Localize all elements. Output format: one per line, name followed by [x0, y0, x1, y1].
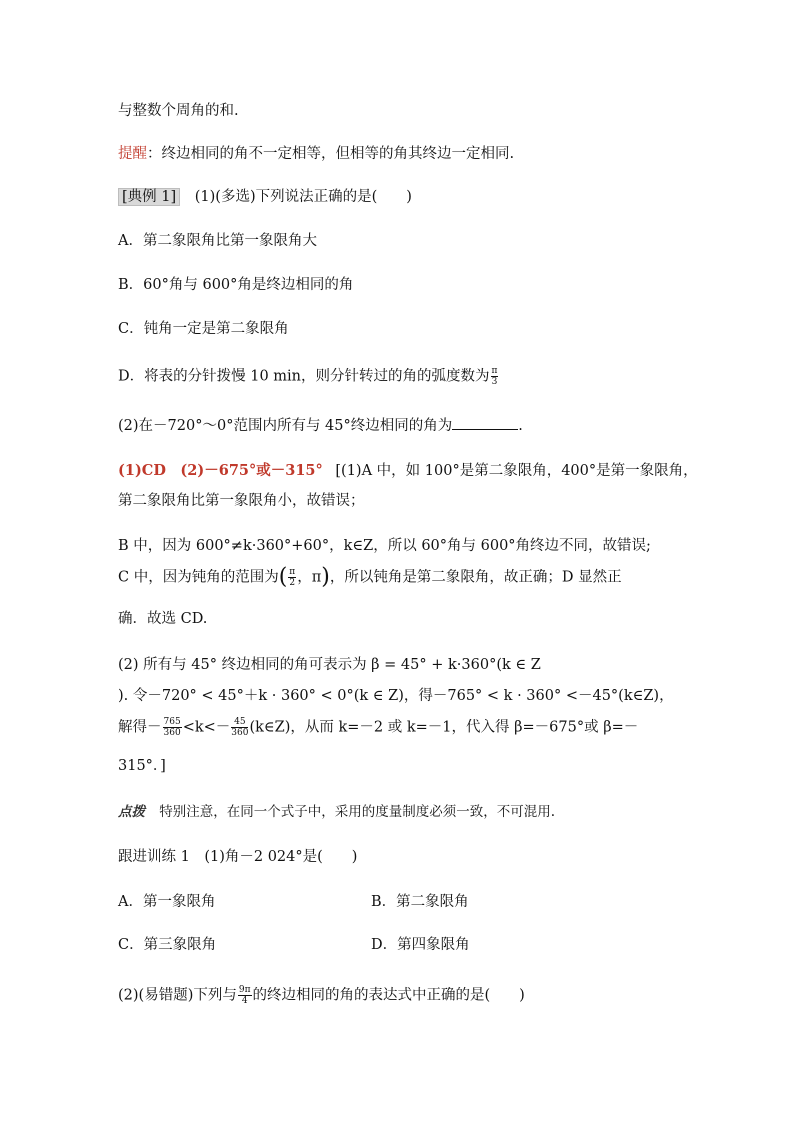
option-b: B．60°角与 600°角是终边相同的角	[118, 277, 354, 293]
answer-b-line: B 中，因为 600°≠k·360°+60°，k∈Z，所以 60°角与 600°角终边不同，故错误;	[118, 538, 651, 554]
example-heading	[118, 187, 412, 207]
answer-part2-line3: 解得－ $\frac{765}{360}$ <k<－ $\frac{45}{360}$ (k∈Z)，从而 k=－2 或 k=－1，代入得 β=－675°或 β=－	[118, 717, 639, 738]
answer-explanation-start: [(1)A 中，如 100°是第二象限角，400°是第一象限角，	[335, 463, 698, 479]
practice-option-c: C．第三象限角	[118, 937, 217, 953]
answer-c-line: C 中，因为钝角的范围为( $\frac{\pi}{2}$ ，π)，所以钝角是第二象限角，故正确；D 显然正	[118, 564, 622, 590]
practice-option-a: A．第一象限角	[118, 894, 216, 910]
answer-part2-line2: ). 令－720° < 45°＋k · 360° < 0°(k ∈ Z)，得－765° < k · 360° <－45°(k∈Z)，	[118, 688, 674, 704]
option-d-text: D．将表的分针拨慢 10 min，则分针转过的角的弧度数为	[118, 368, 490, 385]
practice-option-d: D．第四象限角	[371, 937, 470, 953]
practice-title: 跟进训练 1 (1)角－2 024°是( )	[118, 849, 358, 865]
fraction-pi-over-3: $\frac{\pi}{3}$	[491, 366, 498, 387]
practice-option-b: B．第二象限角	[371, 894, 469, 910]
fraction-9pi-over-4: $\frac{9\pi}{4}$	[238, 985, 251, 1006]
tip-paragraph	[118, 802, 555, 822]
answer-part2-line1: (2) 所有与 45° 终边相同的角可表示为 β = 45° + k·360°(k ∈ Z	[118, 657, 541, 673]
answer-key: (1)CD (2)－675°或－315°	[118, 462, 323, 479]
reminder-paragraph	[118, 144, 514, 164]
answer-part2-line4: 315°．]	[118, 758, 166, 774]
option-c: C．钝角一定是第二象限角	[118, 321, 289, 337]
answer-line-2: 第二象限角比第一象限角小，故错误；	[118, 493, 365, 509]
fraction-765-over-360: $\frac{765}{360}$	[163, 717, 181, 738]
fraction-45-over-360: $\frac{45}{360}$	[231, 717, 249, 738]
answer-conclusion: 确．故选 CD.	[118, 611, 208, 627]
example-question: (1)(多选)下列说法正确的是( )	[194, 189, 412, 205]
practice-question-2: (2)(易错题)下列与 $\frac{9\pi}{4}$ 的终边相同的角的表达式中正确的是( )	[118, 985, 525, 1006]
answer-blank	[452, 415, 518, 430]
intro-text: 与整数个周角的和.	[118, 103, 239, 119]
reminder-text: ：终边相同的角不一定相等，但相等的角其终边一定相同.	[147, 146, 515, 162]
question-2: (2)在－720°～0°范围内所有与 45°终边相同的角为 .	[118, 415, 523, 436]
reminder-label: 提醒	[118, 146, 147, 162]
option-a: A．第二象限角比第一象限角大	[118, 233, 317, 249]
answer-line-1	[118, 461, 698, 481]
example-tag: [典例 1]	[118, 188, 180, 206]
question-2-text: (2)在－720°～0°范围内所有与 45°终边相同的角为	[118, 418, 453, 434]
option-d	[118, 366, 499, 387]
tip-label: 点拨	[118, 804, 145, 820]
fraction-pi-over-2: $\frac{\pi}{2}$	[289, 567, 296, 588]
tip-text: 特别注意，在同一个式子中，采用的度量制度必须一致，不可混用.	[159, 804, 556, 820]
